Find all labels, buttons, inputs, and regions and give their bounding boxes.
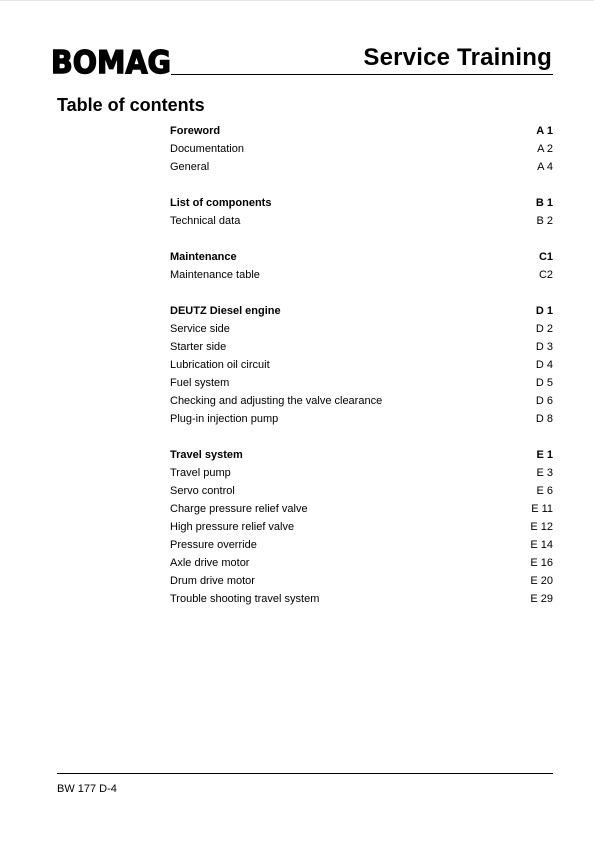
header-title: Service Training bbox=[363, 44, 552, 71]
toc-entry-label: Maintenance table bbox=[170, 269, 260, 281]
toc-entry-label: Servo control bbox=[170, 485, 235, 497]
toc-section bbox=[170, 194, 553, 230]
toc-entry-page: D 8 bbox=[535, 413, 553, 425]
toc-entry bbox=[170, 374, 553, 392]
toc-entry-label: Plug-in injection pump bbox=[170, 413, 279, 425]
toc-entry bbox=[170, 140, 553, 158]
toc-entry-page: E 12 bbox=[530, 521, 553, 533]
page-title: Table of contents bbox=[57, 95, 205, 115]
toc-entry-page: D 3 bbox=[535, 341, 553, 353]
bomag-logo bbox=[51, 42, 173, 76]
toc-entry-page: E 6 bbox=[536, 485, 553, 497]
toc-entry-label: Maintenance bbox=[170, 251, 237, 263]
toc-entry-label: Trouble shooting travel system bbox=[170, 593, 320, 605]
toc-entry-label: List of components bbox=[170, 197, 272, 209]
toc-entry-page: D 1 bbox=[535, 305, 553, 317]
footer-divider bbox=[57, 773, 553, 774]
toc-entry-page: D 5 bbox=[535, 377, 553, 389]
toc-entry-label: Service side bbox=[170, 323, 230, 335]
toc-entry bbox=[170, 356, 553, 374]
toc-entry-page: E 16 bbox=[530, 557, 553, 569]
toc-section-heading bbox=[170, 248, 553, 266]
toc-entry-page: D 4 bbox=[535, 359, 553, 371]
toc-entry-page: C1 bbox=[538, 251, 553, 263]
toc-entry-page: E 11 bbox=[531, 503, 553, 515]
toc-entry bbox=[170, 572, 553, 590]
toc-entry bbox=[170, 518, 553, 536]
toc-entry-page: E 20 bbox=[530, 575, 553, 587]
toc-entry-label: Axle drive motor bbox=[170, 557, 250, 569]
toc-entry-label: High pressure relief valve bbox=[170, 521, 295, 533]
toc-entry-page: E 3 bbox=[536, 467, 553, 479]
toc-entry-page: B 1 bbox=[535, 197, 553, 209]
toc-entry bbox=[170, 392, 553, 410]
toc-entry-page: E 1 bbox=[536, 449, 553, 461]
toc-entry-label: Pressure override bbox=[170, 539, 257, 551]
toc-entry-page: A 2 bbox=[537, 143, 553, 155]
page-top-edge bbox=[0, 0, 594, 1]
toc-entry-label: Travel system bbox=[170, 449, 243, 461]
toc-entry bbox=[170, 338, 553, 356]
toc-section-heading bbox=[170, 194, 553, 212]
toc-entry-label: Documentation bbox=[170, 143, 244, 155]
toc-entry-label: Checking and adjusting the valve clearance bbox=[170, 395, 383, 407]
toc-entry-label: Starter side bbox=[170, 341, 227, 353]
toc-section bbox=[170, 248, 553, 284]
toc-entry-page: E 29 bbox=[530, 593, 553, 605]
toc-section-heading bbox=[170, 122, 553, 140]
header-divider bbox=[171, 74, 553, 75]
toc-entry-page: E 14 bbox=[530, 539, 553, 551]
footer-model: BW 177 D-4 bbox=[57, 783, 117, 795]
toc-section bbox=[170, 446, 553, 608]
toc-section-heading bbox=[170, 302, 553, 320]
toc-entry-label: General bbox=[170, 161, 210, 173]
toc-entry-page: A 4 bbox=[537, 161, 553, 173]
toc-entry bbox=[170, 590, 553, 608]
toc-entry bbox=[170, 554, 553, 572]
toc-entry bbox=[170, 500, 553, 518]
toc-entry-label: Drum drive motor bbox=[170, 575, 255, 587]
toc-entry bbox=[170, 212, 553, 230]
toc-entry bbox=[170, 410, 553, 428]
toc-section bbox=[170, 122, 553, 176]
toc-section bbox=[170, 302, 553, 428]
toc-entry-label: Travel pump bbox=[170, 467, 231, 479]
table-of-contents bbox=[170, 122, 553, 626]
toc-entry bbox=[170, 482, 553, 500]
toc-entry bbox=[170, 464, 553, 482]
toc-entry-label: Charge pressure relief valve bbox=[170, 503, 308, 515]
toc-entry-label: Foreword bbox=[170, 125, 221, 137]
toc-entry-label: Lubrication oil circuit bbox=[170, 359, 270, 371]
toc-entry bbox=[170, 536, 553, 554]
toc-entry bbox=[170, 320, 553, 338]
logo-text: BOMAG bbox=[51, 45, 171, 76]
toc-entry-page: C2 bbox=[538, 269, 553, 281]
toc-entry-label: Technical data bbox=[170, 215, 241, 227]
toc-entry-label: DEUTZ Diesel engine bbox=[170, 305, 281, 317]
toc-entry-page: B 2 bbox=[536, 215, 553, 227]
toc-section-heading bbox=[170, 446, 553, 464]
toc-entry-label: Fuel system bbox=[170, 377, 230, 389]
toc-entry bbox=[170, 158, 553, 176]
toc-entry bbox=[170, 266, 553, 284]
toc-entry-page: D 2 bbox=[535, 323, 553, 335]
toc-entry-page: A 1 bbox=[536, 125, 553, 137]
toc-entry-page: D 6 bbox=[535, 395, 553, 407]
